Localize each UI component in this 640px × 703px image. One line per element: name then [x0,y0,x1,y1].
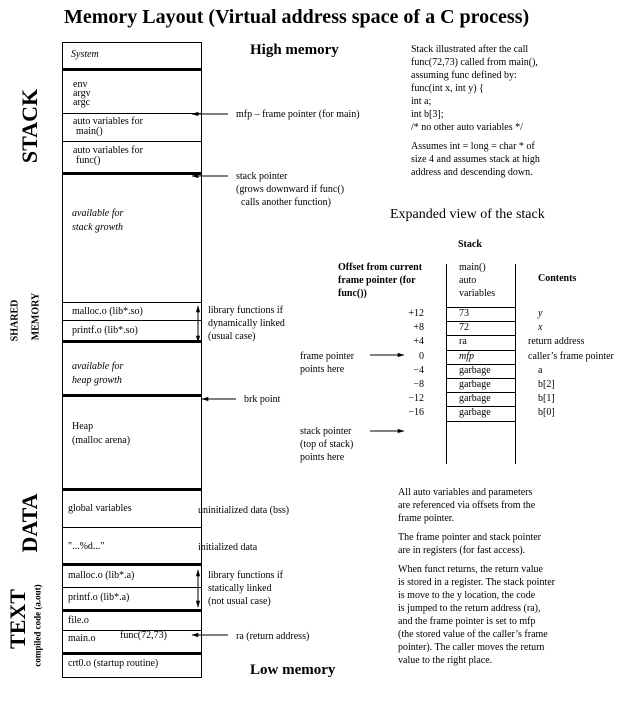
stack-header: Stack [458,239,482,250]
note-line: is move to the y location, the code [398,590,536,601]
note-line: /* no other auto variables */ [411,122,523,133]
note-line: are in registers (for fast access). [398,545,526,556]
func-auto-variables: auto variables for func() [73,145,143,166]
note-line: and the frame pointer is set to mfp [398,616,536,627]
stack-cell-value: garbage [459,407,491,419]
stack-content: a [538,364,543,376]
stack-cell-value: garbage [459,364,491,376]
frame-pointer-label: frame pointer points here [300,351,355,375]
env-segment: env argv argc [73,79,91,108]
brk-point-annotation: brk point [244,394,281,405]
contents-header: Contents [538,273,577,284]
expanded-view-title: Expanded view of the stack [390,207,545,222]
stack-content: b[1] [538,393,555,405]
memory-side-label: MEMORY [30,292,42,341]
stack-side-label: STACK [17,88,42,164]
main-o-segment: main.o [68,633,96,644]
note-line: func(int x, int y) { [411,83,484,94]
malloc-so-segment: malloc.o (lib*.so) [72,306,143,317]
printf-a-segment: printf.o (lib*.a) [68,592,130,603]
stack-cell-value: ra [459,336,467,348]
shared-side-label: SHARED [9,299,21,342]
file-o-segment: file.o [68,615,89,626]
stack-cell-value: garbage [459,379,491,390]
note-line: int a; [411,96,432,107]
data-side-label: DATA [17,493,42,553]
main-auto-variables: auto variables for main() [73,116,143,137]
note-line: value to the right place. [398,655,493,666]
stack-content: return address [528,336,585,348]
func-call-label: func(72,73) [120,630,167,641]
mfp-annotation: mfp – frame pointer (for main) [236,109,360,120]
high-memory-label: High memory [250,42,339,58]
crt0-segment: crt0.o (startup routine) [68,658,159,669]
dynamic-lib-annotation: library functions if dynamically linked (usual case) [208,305,285,342]
stack-offset: 0 [419,350,424,362]
stack-offset: +4 [413,336,424,348]
stack-content: y [538,308,543,319]
note-line: is jumped to the return address (ra), [398,603,541,614]
text-side-label: TEXT [5,589,30,649]
note-line: func(72,73) called from main(), [411,57,538,68]
main-auto-variables-top: main() auto variables [459,262,496,299]
stack-offset: −12 [408,393,424,405]
note-line: Assumes int = long = char * of [411,141,535,152]
global-variables-segment: global variables [68,503,132,514]
heap-growth-area: available for heap growth [72,361,124,386]
note-line: are referenced via offsets from the [398,500,536,511]
stack-growth-area: available for stack growth [72,208,124,233]
note-line: int b[3]; [411,109,444,120]
note-line: All auto variables and parameters [398,487,533,498]
stack-content: caller’s frame pointer [528,350,614,362]
diagram-title: Memory Layout (Virtual address space of a C process) [64,6,530,28]
stack-cell-value: 72 [459,322,469,334]
note-line: is stored in a register. The stack pointer [398,577,555,588]
stack-pointer-label: stack pointer (top of stack) points here [300,426,354,463]
note-line: pointer). The caller moves the return [398,642,545,653]
string-literal-segment: "...%d..." [68,541,105,552]
note-line: (the stored value of the caller’s frame [398,629,548,640]
stack-offset: −4 [413,364,424,376]
stack-pointer-annotation: stack pointer (grows downward if func() calls another function) [236,171,345,208]
note-line: assuming func defined by: [411,70,517,81]
stack-cell-value: 73 [459,308,469,319]
initialized-data-annotation: initialized data [198,542,258,553]
offset-header: Offset from current frame pointer (for func()) [338,262,423,299]
low-memory-label: Low memory [250,662,336,678]
stack-content: x [538,322,543,334]
heap-segment: Heap (malloc arena) [72,421,131,446]
stack-cell-value: mfp [459,350,474,362]
bss-annotation: uninitialized data (bss) [198,505,290,516]
note-line: address and descending down. [411,167,533,178]
note-line: Stack illustrated after the call [411,44,529,55]
stack-content: b[0] [538,407,555,419]
stack-offset: −8 [413,379,424,390]
stack-cell-value: garbage [459,393,491,405]
stack-offset: +12 [408,308,424,319]
note-line: When funct returns, the return value [398,564,543,575]
malloc-a-segment: malloc.o (lib*.a) [68,570,135,581]
system-segment: System [71,49,99,60]
stack-offset: +8 [413,322,424,334]
note-line: size 4 and assumes stack at high [411,154,540,165]
note-line: The frame pointer and stack pointer [398,532,541,543]
static-lib-annotation: library functions if statically linked (not usual case) [208,570,283,607]
stack-offset: −16 [408,407,424,419]
note-line: frame pointer. [398,513,455,524]
compiled-code-label: compiled code (a.out) [32,584,43,667]
stack-content: b[2] [538,379,555,390]
return-address-annotation: ra (return address) [236,631,310,642]
printf-so-segment: printf.o (lib*.so) [72,325,138,336]
